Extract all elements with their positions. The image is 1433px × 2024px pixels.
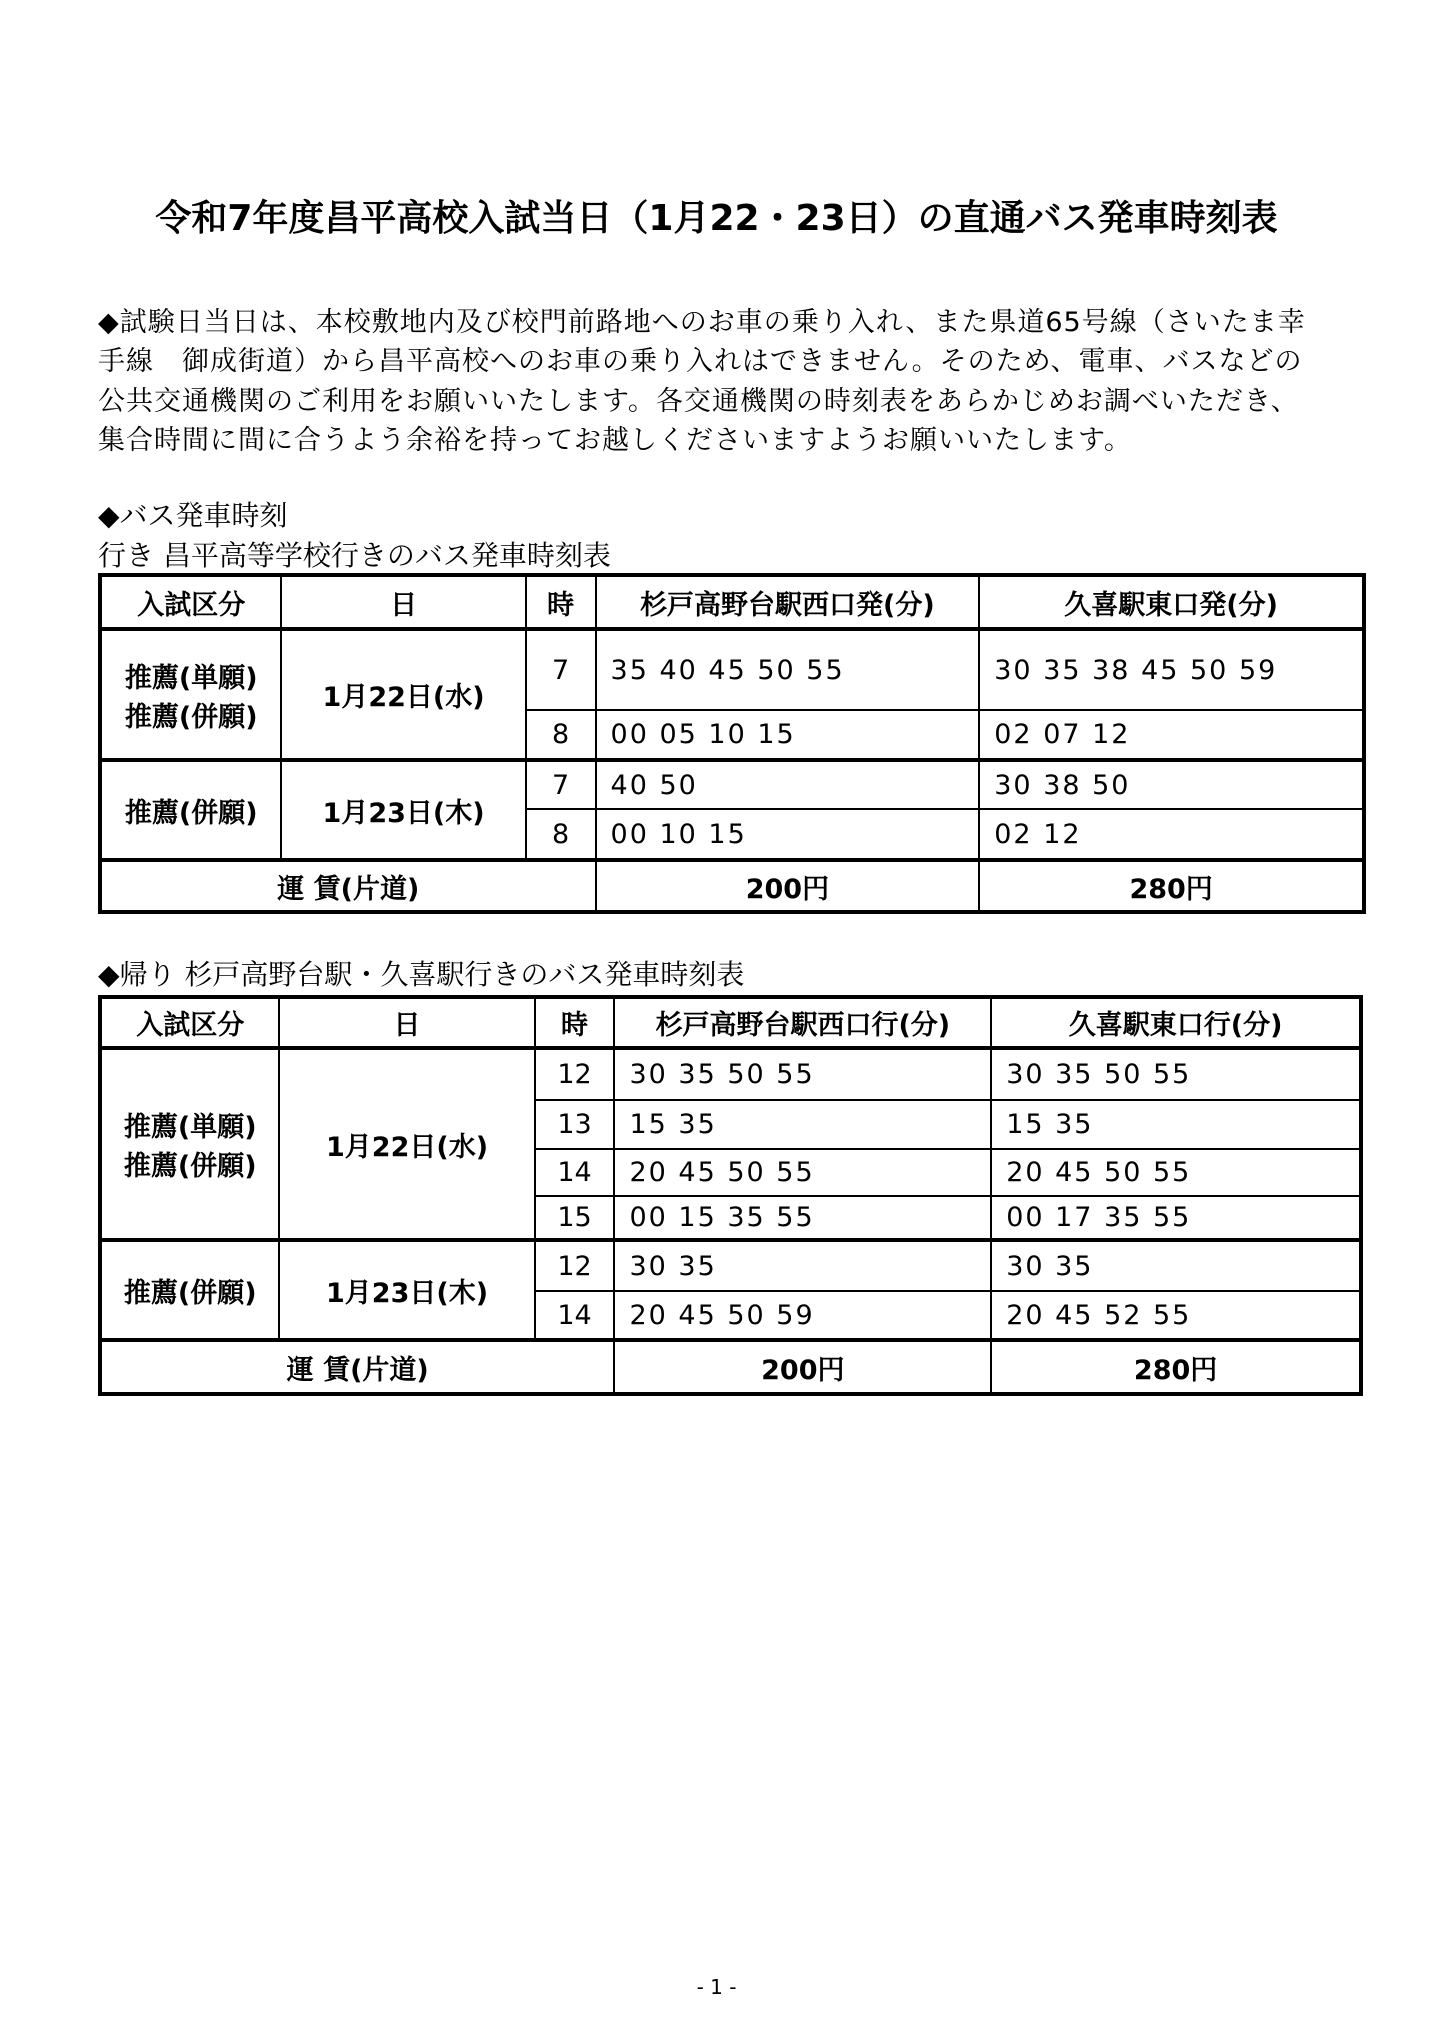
category-cell: 推薦(併願) [100,1240,279,1340]
table-row [100,1048,1361,1100]
kuki-times: 30 35 50 55 [991,1048,1361,1100]
header-date: 日 [281,575,525,629]
kuki-times: 02 07 12 [979,710,1364,760]
fare-label: 運 賃(片道) [100,860,596,912]
category-cell: 推薦(単願) 推薦(併願) [100,629,281,760]
kuki-times: 20 45 52 55 [991,1291,1361,1340]
hour-cell: 12 [535,1240,615,1291]
table-row [100,760,1364,809]
hour-cell: 7 [526,629,596,710]
kuki-times: 15 35 [991,1100,1361,1149]
header-sugito: 杉戸高野台駅西口行(分) [614,997,991,1048]
date-cell: 1月23日(木) [279,1240,534,1340]
header-kuki: 久喜駅東口行(分) [991,997,1361,1048]
hour-cell: 7 [526,760,596,809]
kuki-times: 30 35 [991,1240,1361,1291]
page-title: 令和7年度昌平高校入試当日（1月22・23日）の直通バス発車時刻表 [155,198,1278,239]
category-cell: 推薦(単願) 推薦(併願) [100,1048,279,1240]
kuki-times: 20 45 50 55 [991,1149,1361,1196]
hour-cell: 8 [526,710,596,760]
intro-line: ◆試験日当日は、本校敷地内及び校門前路地へのお車の乗り入れ、また県道65号線（さいたま幸 [98,307,1306,338]
fare-label: 運 賃(片道) [100,1340,614,1394]
sugito-times: 40 50 [596,760,980,809]
hour-cell: 12 [535,1048,615,1100]
outbound-timetable [98,573,1366,914]
table-row [100,1240,1361,1291]
date-cell: 1月22日(水) [281,629,525,760]
header-hour: 時 [526,575,596,629]
sugito-times: 00 15 35 55 [614,1196,991,1240]
header-date: 日 [279,997,534,1048]
sugito-times: 20 45 50 55 [614,1149,991,1196]
fare-row [100,1340,1361,1394]
hour-cell: 14 [535,1291,615,1340]
kuki-times: 30 35 38 45 50 59 [979,629,1364,710]
sugito-times: 30 35 [614,1240,991,1291]
table-row [100,629,1364,710]
inbound-heading: ◆帰り 杉戸高野台駅・久喜駅行きのバス発車時刻表 [98,958,745,991]
kuki-times: 00 17 35 55 [991,1196,1361,1240]
header-category: 入試区分 [100,997,279,1048]
intro-line: 手線 御成街道）から昌平高校へのお車の乗り入れはできません。そのため、電車、バスなどの [98,346,1303,377]
fare-row [100,860,1364,912]
intro-line: 集合時間に間に合うよう余裕を持ってお越しくださいますようお願いいたします。 [98,425,1132,456]
header-category: 入試区分 [100,575,281,629]
sugito-times: 00 05 10 15 [596,710,980,760]
sugito-times: 30 35 50 55 [614,1048,991,1100]
date-cell: 1月22日(水) [279,1048,534,1240]
section-heading: ◆バス発車時刻 [98,499,288,532]
fare-sugito: 200円 [596,860,980,912]
kuki-times: 02 12 [979,809,1364,860]
fare-sugito: 200円 [614,1340,991,1394]
date-cell: 1月23日(木) [281,760,525,860]
hour-cell: 8 [526,809,596,860]
sugito-times: 20 45 50 59 [614,1291,991,1340]
sugito-times: 15 35 [614,1100,991,1149]
category-cell: 推薦(併願) [100,760,281,860]
fare-kuki: 280円 [979,860,1364,912]
sugito-times: 00 10 15 [596,809,980,860]
fare-kuki: 280円 [991,1340,1361,1394]
outbound-heading: 行き 昌平高等学校行きのバス発車時刻表 [98,539,611,572]
kuki-times: 30 38 50 [979,760,1364,809]
page-number: - 1 - [696,1975,737,1999]
header-sugito: 杉戸高野台駅西口発(分) [596,575,980,629]
hour-cell: 14 [535,1149,615,1196]
sugito-times: 35 40 45 50 55 [596,629,980,710]
header-kuki: 久喜駅東口発(分) [979,575,1364,629]
header-hour: 時 [535,997,615,1048]
intro-line: 公共交通機関のご利用をお願いいたします。各交通機関の時刻表をあらかじめお調べいただき、 [98,386,1299,417]
hour-cell: 15 [535,1196,615,1240]
inbound-timetable [98,995,1363,1396]
hour-cell: 13 [535,1100,615,1149]
